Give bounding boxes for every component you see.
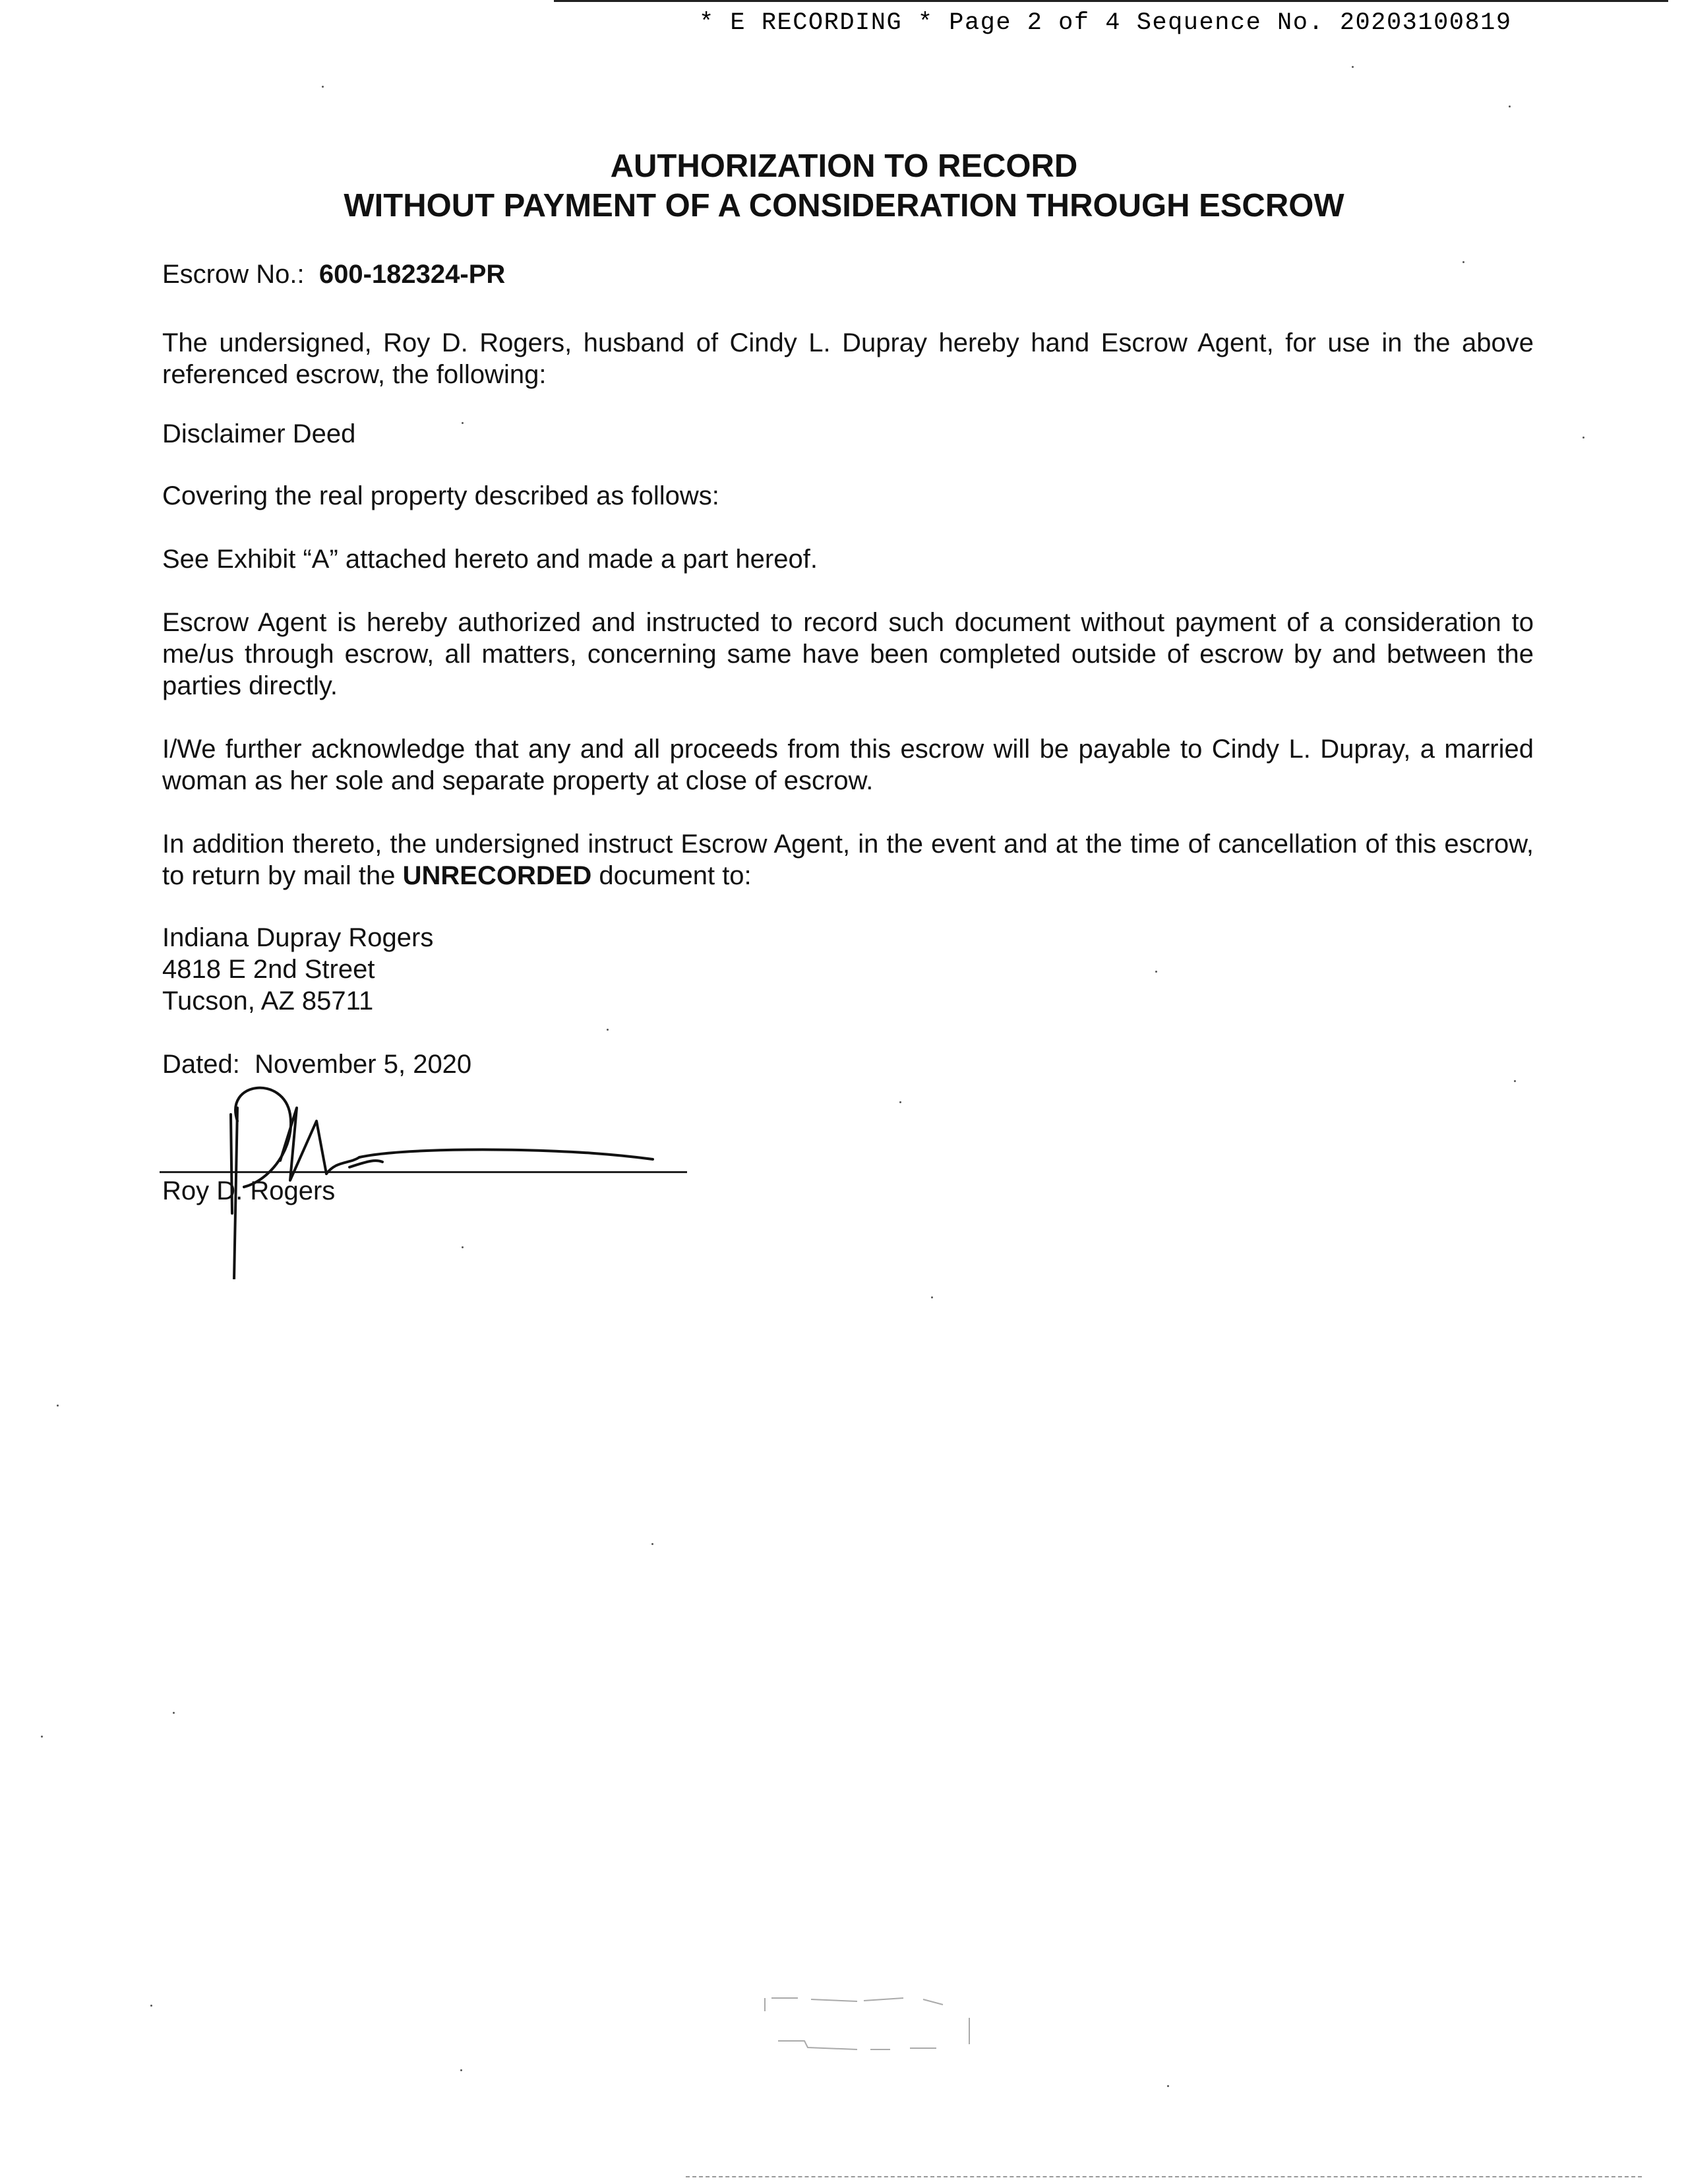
cancel-text-end: document to:: [591, 861, 752, 890]
scan-speck: [41, 1736, 43, 1738]
dated-line: [162, 1048, 1534, 1080]
return-address: [162, 922, 1534, 1017]
address-street: 4818 E 2nd Street: [162, 955, 375, 984]
paragraph-authorized: Escrow Agent is hereby authorized and instructed to record such document without payment of a consideration to me/us through escrow, all matters, concerning same have been completed outside of escrow by and between the parties directly.: [162, 608, 1534, 700]
scan-speck: [1582, 437, 1584, 439]
recording-stamp: * E RECORDING * Page 2 of 4 Sequence No. 20203100819: [699, 9, 1512, 37]
faint-stamp-mark: [758, 1991, 1009, 2064]
paragraph-exhibit: See Exhibit “A” attached hereto and made a part hereof.: [162, 545, 818, 574]
paragraph-undersigned: The undersigned, Roy D. Rogers, husband of Cindy L. Dupray hereby hand Escrow Agent, for use in the above referenced escrow, the following:: [162, 328, 1534, 389]
dated-label: Dated:: [162, 1050, 240, 1079]
scan-speck: [460, 2069, 462, 2071]
scan-speck: [931, 1296, 933, 1298]
scan-speck: [173, 1712, 175, 1714]
scan-speck: [150, 2005, 152, 2007]
scan-speck: [899, 1101, 901, 1103]
scan-speck: [462, 1246, 464, 1248]
scan-speck: [57, 1405, 59, 1407]
scan-speck: [651, 1543, 653, 1545]
unrecorded-emphasis: UNRECORDED: [402, 861, 592, 890]
title-line-2: WITHOUT PAYMENT OF A CONSIDERATION THROUGH ESCROW: [344, 188, 1344, 224]
scan-speck: [1155, 971, 1157, 973]
scan-speck: [1462, 261, 1464, 263]
dated-value: November 5, 2020: [255, 1050, 472, 1079]
document-type: Disclaimer Deed: [162, 419, 356, 448]
address-city: Tucson, AZ 85711: [162, 986, 374, 1016]
scan-speck: [322, 86, 324, 88]
document-title: [0, 146, 1688, 226]
signer-name: Roy D. Rogers: [162, 1176, 336, 1205]
paragraph-covering: Covering the real property described as follows:: [162, 481, 719, 510]
top-rule: [554, 0, 1668, 2]
scan-speck: [462, 422, 464, 424]
scan-speck: [1352, 66, 1354, 68]
address-name: Indiana Dupray Rogers: [162, 923, 434, 952]
bottom-rule: [686, 2176, 1642, 2177]
escrow-label: Escrow No.:: [162, 260, 305, 289]
handwritten-signature: [218, 1081, 706, 1279]
escrow-number: 600-182324-PR: [318, 260, 506, 289]
escrow-number-line: [162, 258, 1534, 290]
paragraph-cancellation: [162, 828, 1534, 892]
scan-speck: [607, 1029, 609, 1031]
scan-speck: [1514, 1080, 1516, 1082]
cancel-text-start: In addition thereto, the undersigned instruct Escrow Agent, in the event and at the time of cancellation of this escrow, to return by mail the: [162, 830, 1534, 890]
paragraph-acknowledge: I/We further acknowledge that any and all proceeds from this escrow will be payable to Cindy L. Dupray, a married woman as her sole and separate property at close of escrow.: [162, 735, 1534, 795]
scan-speck: [1167, 2085, 1169, 2087]
title-line-1: AUTHORIZATION TO RECORD: [610, 148, 1078, 184]
scan-speck: [1509, 106, 1511, 107]
